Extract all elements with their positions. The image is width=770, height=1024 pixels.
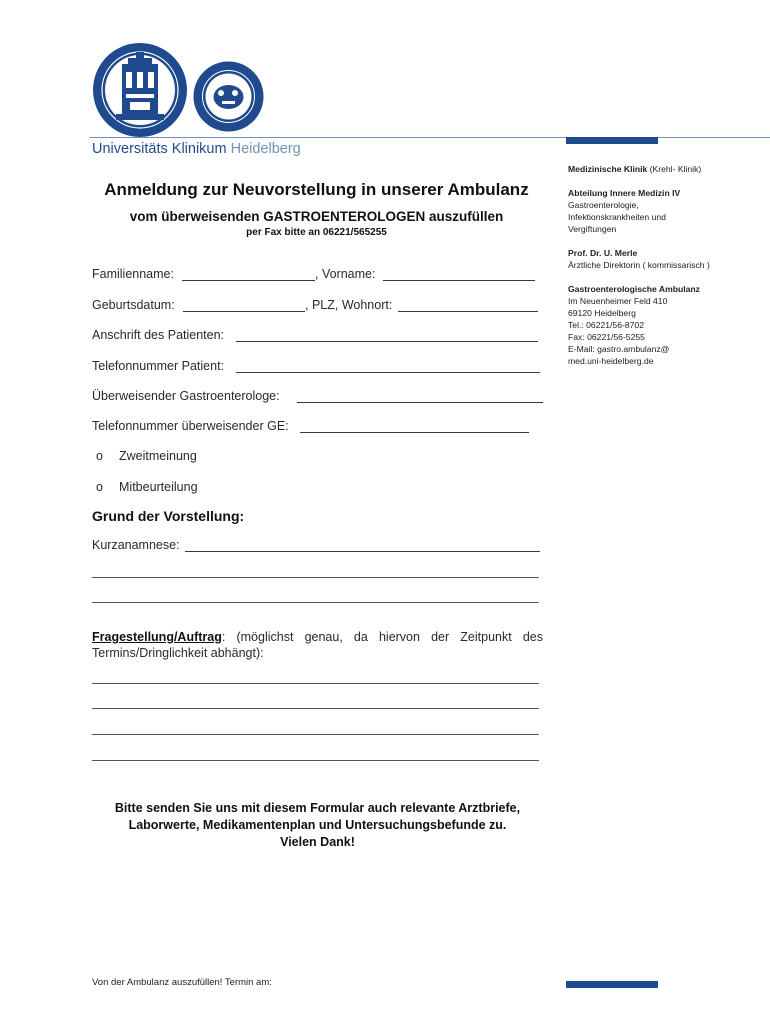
- kurzanamnese-line-2[interactable]: [92, 577, 539, 578]
- zweitmeinung-checkbox[interactable]: o: [96, 449, 103, 463]
- plz-wohnort-label: , PLZ, Wohnort:: [305, 298, 393, 312]
- fachgebiet-1: Gastroenterologie,: [568, 200, 639, 210]
- address-line-2: 69120 Heidelberg: [568, 308, 636, 318]
- fragestellung-line-4[interactable]: [92, 760, 539, 761]
- fragestellung-line-3[interactable]: [92, 734, 539, 735]
- anschrift-input[interactable]: [236, 341, 538, 342]
- anschrift-label: Anschrift des Patienten:: [92, 328, 225, 342]
- fax-number: Fax: 06221/56-5255: [568, 332, 645, 342]
- gastroenterologe-label: Überweisender Gastroenterologe:: [92, 389, 280, 403]
- clinic-contact-sidebar: [568, 163, 763, 379]
- abteilung-name: Abteilung Innere Medizin IV: [568, 188, 681, 198]
- fachgebiet-3: Vergiftungen: [568, 224, 617, 234]
- form-title: Anmeldung zur Neuvorstellung in unserer Ambulanz: [104, 180, 529, 199]
- vorname-input[interactable]: [383, 280, 535, 281]
- familienname-label: Familienname:: [92, 267, 174, 281]
- header-divider: [90, 137, 770, 138]
- telefon-ge-label: Telefonnummer überweisender GE:: [92, 419, 289, 433]
- fax-note: per Fax bitte an 06221/565255: [246, 227, 387, 238]
- form-subtitle: vom überweisenden GASTROENTEROLOGEN auszufüllen: [129, 209, 504, 224]
- faculty-seal-logo: [193, 61, 264, 132]
- closing-line-2: Laborwerte, Medikamentenplan und Untersuchungsbefunde zu.: [128, 818, 507, 832]
- brand-name-part2: Heidelberg: [230, 141, 301, 157]
- grund-heading: Grund der Vorstellung:: [92, 508, 245, 524]
- telefon-ge-input[interactable]: [300, 432, 529, 433]
- zweitmeinung-label: Zweitmeinung: [119, 449, 197, 463]
- closing-note: [92, 800, 543, 851]
- plz-wohnort-input[interactable]: [398, 311, 538, 312]
- university-seal-logo: [92, 42, 188, 138]
- klinik-name: Medizinische Klinik: [568, 164, 648, 174]
- fragestellung-label: Fragestellung/Auftrag: [92, 630, 222, 644]
- mitbeurteilung-checkbox[interactable]: o: [96, 480, 103, 494]
- fragestellung-paragraph: [92, 629, 543, 661]
- klinik-suffix: (Krehl- Klinik): [647, 164, 702, 174]
- closing-line-3: Vielen Dank!: [280, 835, 355, 849]
- vorname-label: , Vorname:: [315, 267, 376, 281]
- fragestellung-line-2[interactable]: [92, 708, 539, 709]
- fragestellung-line-1[interactable]: [92, 683, 539, 684]
- address-line-1: Im Neuenheimer Feld 410: [568, 296, 668, 306]
- ambulanz-footer-note: Von der Ambulanz auszufüllen! Termin am:: [92, 977, 272, 988]
- closing-line-1: Bitte senden Sie uns mit diesem Formular auch relevante Arztbriefe,: [114, 801, 521, 815]
- brand-name: [92, 141, 301, 157]
- leiter-role: Ärztliche Direktorin ( kommissarisch ): [568, 260, 710, 270]
- kurzanamnese-label: Kurzanamnese:: [92, 538, 180, 552]
- leiter-name: Prof. Dr. U. Merle: [568, 248, 638, 258]
- footer-accent-bar: [566, 981, 658, 988]
- email-line-2[interactable]: med.uni-heidelberg.de: [568, 356, 654, 366]
- familienname-input[interactable]: [182, 280, 315, 281]
- geburtsdatum-input[interactable]: [183, 311, 305, 312]
- geburtsdatum-label: Geburtsdatum:: [92, 298, 175, 312]
- telefon-patient-input[interactable]: [236, 372, 540, 373]
- telefon-patient-label: Telefonnummer Patient:: [92, 359, 225, 373]
- brand-name-part1: Universitäts Klinikum: [92, 141, 227, 157]
- ambulanz-name: Gastroenterologische Ambulanz: [568, 284, 700, 294]
- email-line-1[interactable]: E-Mail: gastro.ambulanz@: [568, 344, 670, 354]
- fragestellung-text: : (möglichst genau, da hiervon der Zeitpunkt des Termins/Dringlichkeit abhängt):: [92, 630, 543, 660]
- header-accent-bar: [566, 137, 658, 144]
- fachgebiet-2: Infektionskrankheiten und: [568, 212, 666, 222]
- mitbeurteilung-label: Mitbeurteilung: [119, 480, 198, 494]
- kurzanamnese-line-3[interactable]: [92, 602, 539, 603]
- kurzanamnese-input[interactable]: [185, 551, 540, 552]
- gastroenterologe-input[interactable]: [297, 402, 543, 403]
- telephone: Tel.: 06221/56-8702: [568, 320, 644, 330]
